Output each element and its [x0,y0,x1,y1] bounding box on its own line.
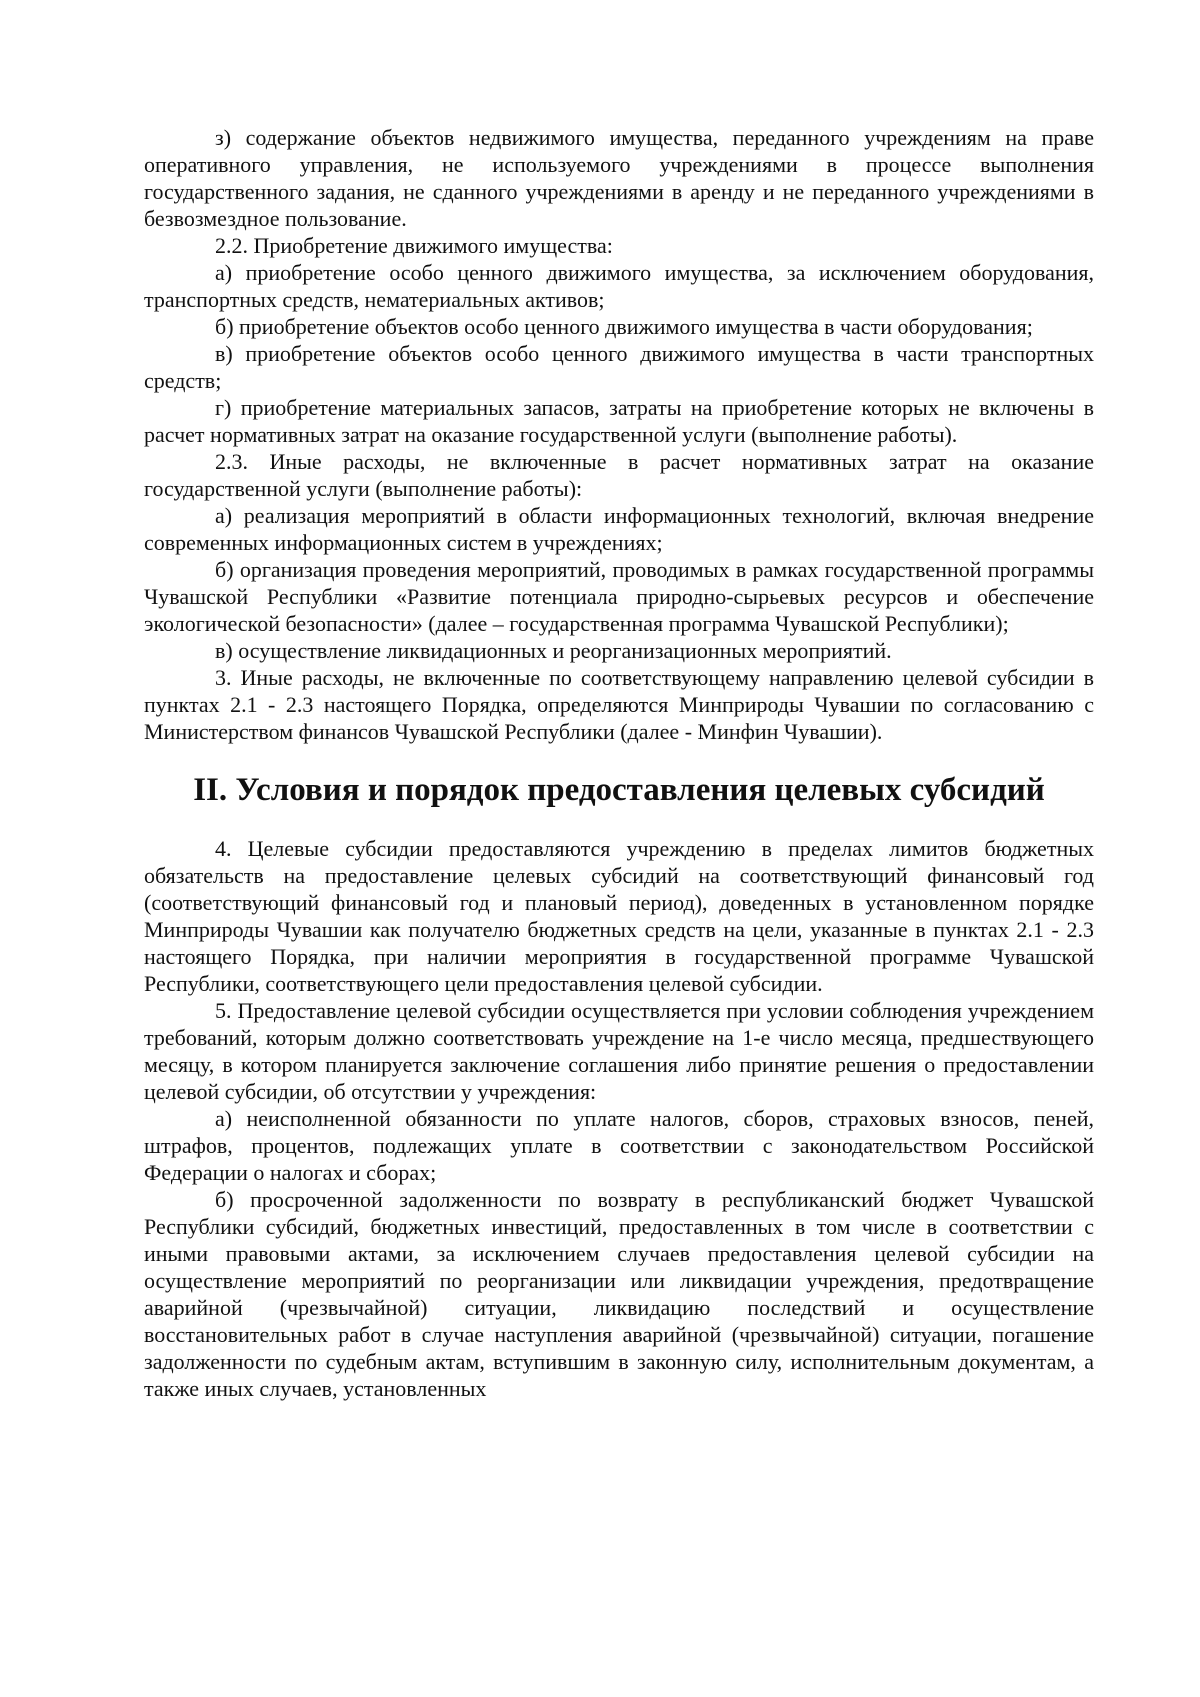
paragraph: 2.2. Приобретение движимого имущества: [215,233,613,258]
paragraph: 5. Предоставление целевой субсидии осуществляется при условии соблюдения учреждением требований, которым должно соответствовать учреждение на 1-е число месяца, предшествующего месяцу, в котором планируется заключение соглашения либо принятие решения о предоставлении целевой субсидии, об отсутствии у учреждения: [144,998,1094,1104]
paragraph: а) реализация мероприятий в области информационных технологий, включая внедрение современных информационных систем в учреждениях; [144,503,1094,555]
paragraph: г) приобретение материальных запасов, затраты на приобретение которых не включены в расчет нормативных затрат на оказание государственной услуги (выполнение работы). [144,395,1094,447]
paragraph: а) неисполненной обязанности по уплате налогов, сборов, страховых взносов, пеней, штрафов, процентов, подлежащих уплате в соответствии с законодательством Российской Федерации о налогах и сборах; [144,1106,1094,1185]
paragraph: з) содержание объектов недвижимого имущества, переданного учреждениям на праве оперативного управления, не используемого учреждениями в процессе выполнения государственного задания, не сданного учреждениями в аренду и не переданного учреждениями в безвозмездное пользование. [144,125,1094,231]
section-1-body [144,124,1094,745]
paragraph: б) организация проведения мероприятий, проводимых в рамках государственной программы Чувашской Республики «Развитие потенциала природно-сырьевых ресурсов и обеспечение экологической безопасности» (далее – государственная программа Чувашской Республики); [144,557,1094,636]
paragraph: в) приобретение объектов особо ценного движимого имущества в части транспортных средств; [144,341,1094,393]
paragraph: а) приобретение особо ценного движимого имущества, за исключением оборудования, транспортных средств, нематериальных активов; [144,260,1094,312]
paragraph: б) просроченной задолженности по возврату в республиканский бюджет Чувашской Республики субсидий, бюджетных инвестиций, предоставленных в том числе в соответствии с иными правовыми актами, за исключением случаев предоставления целевой субсидии на осуществление мероприятий по реорганизации или ликвидации учреждения, предотвращение аварийной (чрезвычайной) ситуации, ликвидацию последствий и осуществление восстановительных работ в случае наступления аварийной (чрезвычайной) ситуации, погашение задолженности по судебным актам, вступившим в законную силу, исполнительным документам, а также иных случаев, установленных [144,1187,1094,1401]
paragraph: б) приобретение объектов особо ценного движимого имущества в части оборудования; [215,314,1033,339]
paragraph: 3. Иные расходы, не включенные по соответствующему направлению целевой субсидии в пунктах 2.1 - 2.3 настоящего Порядка, определяются Минприроды Чувашии по согласованию с Министерством финансов Чувашской Республики (далее - Минфин Чувашии). [144,665,1094,744]
paragraph: в) осуществление ликвидационных и реорганизационных мероприятий. [215,638,892,663]
section-heading: II. Условия и порядок предоставления целевых субсидий [193,772,1045,808]
section-2-body [144,835,1094,1402]
paragraph: 4. Целевые субсидии предоставляются учреждению в пределах лимитов бюджетных обязательств на предоставление целевых субсидий на соответствующий финансовый год (соответствующий финансовый год и плановый период), доведенных в установленном порядке Минприроды Чувашии как получателю бюджетных средств на цели, указанные в пунктах 2.1 - 2.3 настоящего Порядка, при наличии мероприятия в государственной программе Чувашской Республики, соответствующего цели предоставления целевой субсидии. [144,836,1094,996]
paragraph: 2.3. Иные расходы, не включенные в расчет нормативных затрат на оказание государственной услуги (выполнение работы): [144,449,1094,501]
